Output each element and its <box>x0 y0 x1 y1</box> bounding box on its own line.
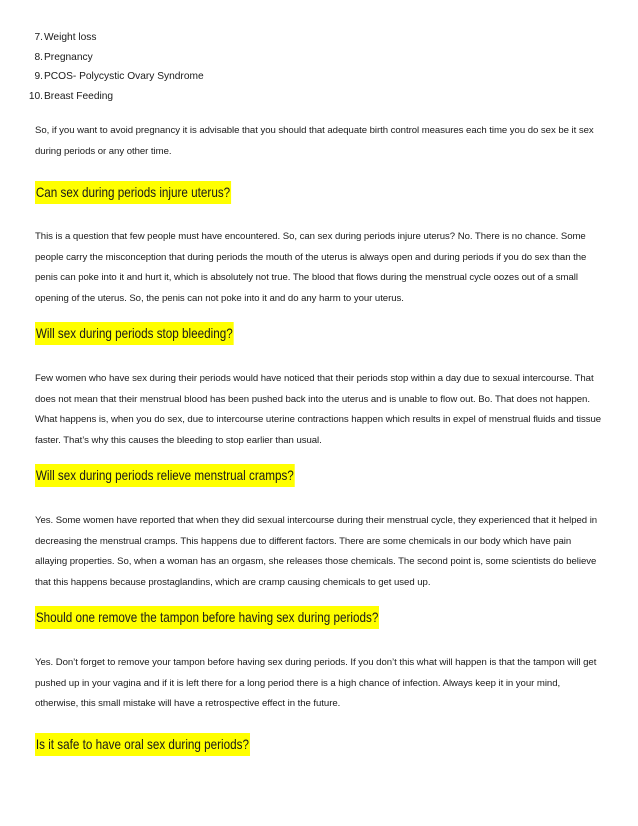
list-item <box>0 48 204 68</box>
heading-highlight: Should one remove the tampon before having sex during periods? <box>35 606 379 629</box>
section-heading <box>35 606 435 629</box>
section-paragraph: Yes. Don’t forget to remove your tampon before having sex during periods. If you don’t this what will happen is that the tampon will get pushed up in your vagina and if it is left there for a long period there is a high chance of infection. Always keep it in your mind, otherwise, this small mistake will have a retrospective effect in the future. <box>35 657 597 709</box>
section-heading <box>35 322 266 345</box>
heading-highlight: Is it safe to have oral sex during periods? <box>35 733 250 756</box>
heading-highlight: Can sex during periods injure uterus? <box>35 181 231 204</box>
intro-paragraph: So, if you want to avoid pregnancy it is advisable that you should that adequate birth control measures each time you do sex be it sex during periods or any other time. <box>35 125 594 157</box>
list-number: 10. <box>28 90 43 102</box>
list-text: Breast Feeding <box>44 90 114 102</box>
list-number: 9. <box>34 71 43 83</box>
section-paragraph: Few women who have sex during their periods would have noticed that their periods stop within a day due to sexual intercourse. That does not mean that their menstrual blood has been pushed back into the uterus and is unable to flow out. Bo. That does not happen. What happens is, when you do sex, due to intercourse uterine contractions happen which results in expel of menstrual fluids and tissue faster. That’s why this causes the bleeding to stop earlier than usual. <box>35 373 602 446</box>
section-heading <box>35 181 263 204</box>
list-item <box>0 28 204 48</box>
section-heading <box>35 733 285 756</box>
list-number: 8. <box>34 51 43 63</box>
section-paragraph: Yes. Some women have reported that when they did sexual intercourse during their menstrual cycle, they experienced that it helped in decreasing the menstrual cramps. This happens due to different factors. There are some chemicals in our body which have pain allaying properties. So, when a woman has an orgasm, she releases those chemicals. The second point is, some scientists do believe that this happens because prostaglandins, which are cramp causing chemicals to get used up. <box>35 515 598 588</box>
heading-highlight: Will sex during periods relieve menstrual cramps? <box>35 464 295 487</box>
section-paragraph: This is a question that few people must have encountered. So, can sex during periods injure uterus? No. There is no chance. Some people carry the misconception that during periods the mouth of the uterus is always open and during periods if you do sex than the penis can poke into it and hurt it, which is absolutely not true. The blood that flows during the menstrual cycle oozes out of a small opening of the uterus. So, the penis can not poke into it and do any harm to your uterus. <box>35 231 587 304</box>
list-text: PCOS- Polycystic Ovary Syndrome <box>44 71 204 83</box>
numbered-list <box>0 28 204 106</box>
heading-highlight: Will sex during periods stop bleeding? <box>35 322 234 345</box>
list-item <box>0 67 204 87</box>
list-text: Pregnancy <box>44 51 93 63</box>
section-heading <box>35 464 337 487</box>
list-number: 7. <box>34 32 43 44</box>
list-item <box>0 87 204 107</box>
list-text: Weight loss <box>44 32 97 44</box>
